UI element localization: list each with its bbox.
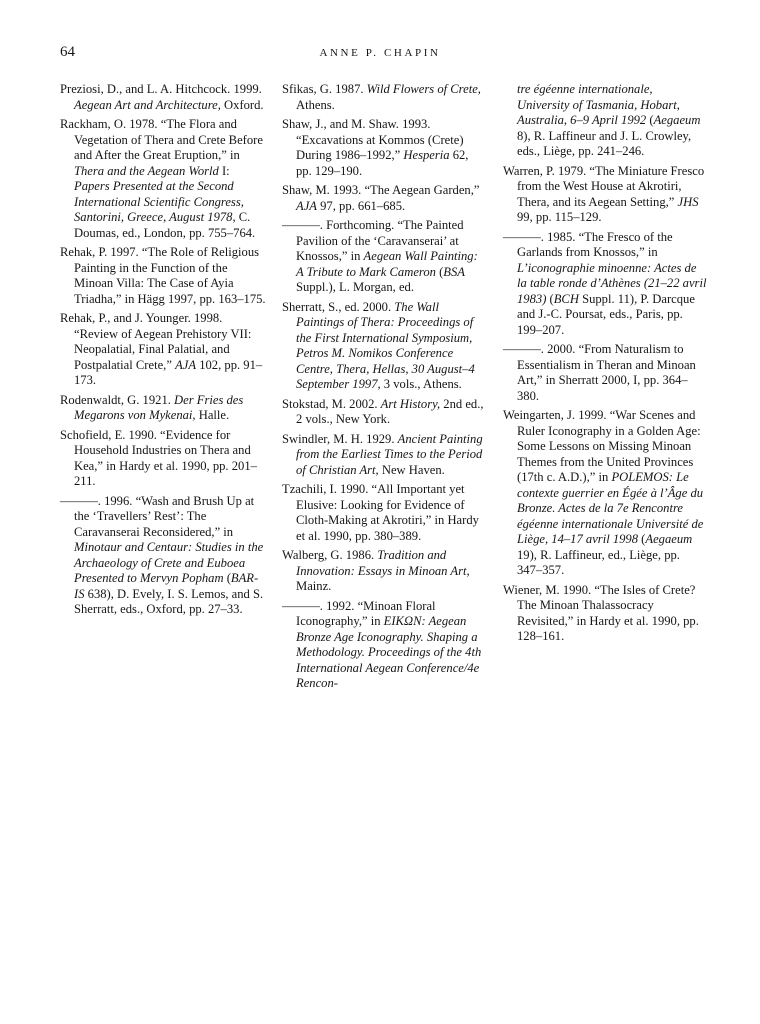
italic-title: AJA [175, 357, 197, 372]
italic-title: BSA [443, 264, 465, 279]
italic-title: tre égéenne internationale, University of Tasmania, Hobart, Australia, 6–9 April 1992 [517, 82, 680, 127]
bibliography-column-3 [503, 82, 708, 649]
text-run: Shaw, J., and M. Shaw. 1993. “Excavations at Kommos (Crete) During 1986–1992,” [282, 117, 464, 162]
bibliography-entry [282, 117, 487, 179]
bibliography-entry [503, 583, 708, 645]
text-run: 19), R. Laffineur, ed., Liège, pp. 347–357. [517, 547, 680, 577]
page-number: 64 [60, 44, 75, 60]
text-run: 62, pp. 129–190. [296, 148, 469, 178]
text-run: ( [638, 532, 646, 546]
text-run: Sherratt, S., ed. 2000. [282, 299, 395, 314]
text-run: C. Doumas, ed., London, pp. 755–764. [74, 210, 256, 240]
bibliography-entry [282, 482, 487, 544]
text-run: Walberg, G. 1986. [282, 548, 378, 562]
text-run: Shaw, M. 1993. “The Aegean Garden,” [282, 183, 480, 197]
bibliography-entry [282, 432, 487, 479]
bibliography-entry [60, 393, 268, 424]
bibliography-entry [503, 408, 708, 579]
italic-title: BAR-IS [74, 571, 259, 601]
text-run: Sfikas, G. 1987. [282, 82, 367, 96]
bibliography-entry [282, 300, 487, 393]
italic-title: Aegean Wall Painting: A Tribute to Mark Cameron [296, 249, 478, 279]
italic-title: Thera and the Aegean World [74, 163, 219, 178]
bibliography-entry [282, 218, 487, 296]
italic-title: Papers Presented at the Second International Scientific Congress, Santorini, Greece, August 1978, [74, 179, 244, 224]
text-run: Suppl.), L. Morgan, ed. [296, 280, 414, 294]
text-run: 99, pp. 115–129. [517, 210, 602, 224]
text-run: 2nd ed., 2 vols., New York. [296, 396, 484, 426]
text-run: Athens. [296, 97, 335, 112]
text-run: ———. 1996. “Wash and Brush Up at the ‘Travellers’ Rest’: The Caravanserai Reconsidered,” in [60, 493, 255, 539]
bibliography-entry [60, 311, 268, 389]
italic-title: L’iconographie minoenne: Actes de la table ronde d’Athènes (21–22 avril 1983) [517, 260, 707, 306]
bibliography-entry [60, 428, 268, 490]
text-run: Stokstad, M. 2002. [282, 396, 381, 411]
text-run: ( [435, 264, 444, 279]
running-head: ANNE P. CHAPIN [319, 47, 441, 59]
text-run: ( [646, 113, 654, 127]
text-run: Rehak, P. 1997. “The Role of Religious Painting in the Function of the Minoan Villa: The Case of Ayia Triadha,” in Hägg 1997, pp. 163–175. [60, 245, 266, 306]
italic-title: The Wall Paintings of Thera: Proceedings of the First International Symposium, Petros M. Nomikos Conference Centre, Thera, Hellas, 30 August–4 September 1997, [296, 299, 475, 391]
bibliography-column-2 [282, 82, 487, 696]
text-run: ———. 1992. “Minoan Floral Iconography,” in [282, 598, 436, 628]
bibliography-entry [282, 599, 487, 692]
text-run: 638), D. Evely, I. S. Lemos, and S. Sherratt, eds., Oxford, pp. 27–33. [74, 586, 264, 616]
bibliography-entry [282, 548, 487, 595]
bibliography-entry [60, 245, 268, 307]
text-run: Swindler, M. H. 1929. [282, 431, 398, 446]
text-run: Preziosi, D., and L. A. Hitchcock. 1999. [60, 82, 262, 96]
bibliography-entry [60, 494, 268, 618]
italic-title: POLEMOS: Le contexte guerrier en Égée à l’Âge du Bronze. Actes de la 7e Rencontre égéenne internationale Université de Liège, 14–17 avril 1998 [517, 470, 704, 546]
text-run: Rodenwaldt, G. 1921. [60, 392, 175, 407]
bibliography-entry [60, 117, 268, 241]
bibliography-entry [282, 397, 487, 428]
text-run: ( [223, 571, 231, 585]
bibliography-entry [503, 230, 708, 339]
text-run: New Haven. [378, 462, 445, 477]
bibliography-entry-continuation [503, 82, 708, 160]
text-run: Mainz. [296, 579, 332, 593]
text-run: I: [218, 163, 230, 178]
italic-title: Aegaeum [645, 532, 693, 546]
bibliography-entry [503, 164, 708, 226]
italic-title: Der Fries des Megarons von Mykenai, [74, 392, 244, 422]
text-run: 102, pp. 91–173. [74, 357, 263, 387]
text-run: Rehak, P., and J. Younger. 1998. “Review of Aegean Prehistory VII: Neopalatial, Final Palatial, and Postpalatial Crete,” [60, 311, 252, 372]
text-run: ———. 2000. “From Naturalism to Essentialism in Theran and Minoan Art,” in Sherratt 2000, I, pp. 364–380. [503, 342, 696, 403]
text-run: Halle. [195, 408, 230, 422]
text-run: Oxford. [220, 97, 264, 112]
bibliography-entry [60, 82, 268, 113]
bibliography-entry [503, 342, 708, 404]
bibliography-entry [282, 82, 487, 113]
text-run: Schofield, E. 1990. “Evidence for Household Industries on Thera and Kea,” in Hardy et al. 1990, pp. 201–211. [60, 427, 257, 488]
text-run: ———. 1985. “The Fresco of the Garlands from Knossos,” in [503, 229, 673, 259]
italic-title: EIKΩN: Aegean Bronze Age Iconography. Shaping a Methodology. Proceedings of the 4th International Aegean Conference/4e Rencon- [296, 614, 482, 690]
italic-title: Hesperia [403, 148, 450, 162]
text-run: Wiener, M. 1990. “The Isles of Crete? The Minoan Thalassocracy Revisited,” in Hardy et al. 1990, pp. 128–161. [503, 582, 699, 643]
bibliography-entry [282, 183, 487, 214]
text-run: 97, pp. 661–685. [316, 198, 406, 213]
text-run: Rackham, O. 1978. “The Flora and Vegetation of Thera and Crete Before and After the Great Eruption,” in [60, 117, 263, 162]
text-run: Tzachili, I. 1990. “All Important yet Elusive: Looking for Evidence of Cloth-Making at Akrotiri,” in Hardy et al. 1990, pp. 380–389. [282, 482, 479, 543]
italic-title: BCH [553, 291, 579, 306]
text-run: 8), R. Laffineur and J. L. Crowley, eds., Liège, pp. 241–246. [517, 128, 692, 158]
text-run: ———. Forthcoming. “The Painted Pavilion of the ‘Caravanserai’ at Knossos,” in [282, 218, 464, 263]
bibliography-column-1 [60, 82, 268, 622]
italic-title: Art History, [380, 396, 441, 411]
italic-title: Tradition and Innovation: Essays in Minoan Art, [296, 548, 470, 578]
italic-title: Minotaur and Centaur: Studies in the Archaeology of Crete and Euboea Presented to Mervyn Popham [74, 540, 264, 585]
italic-title: AJA [296, 198, 317, 213]
italic-title: Aegean Art and Architecture, [74, 97, 221, 112]
italic-title: Aegaeum [653, 113, 701, 127]
text-run: Suppl. 11), P. Darcque and J.-C. Poursat, eds., Paris, pp. 199–207. [517, 291, 695, 337]
italic-title: JHS [677, 194, 699, 209]
text-run: Weingarten, J. 1999. “War Scenes and Ruler Iconography in a Golden Age: Some Lessons on Missing Minoan Themes from the United Provinces (17th c. A.D.),” in [503, 408, 701, 484]
text-run: ( [546, 291, 554, 306]
italic-title: Wild Flowers of Crete, [366, 82, 481, 96]
italic-title: Ancient Painting from the Earliest Times to the Period of Christian Art, [296, 431, 483, 477]
text-run: Warren, P. 1979. “The Miniature Fresco from the West House at Akrotiri, Thera, and its Aegean Setting,” [503, 163, 705, 209]
text-run: 3 vols., Athens. [380, 377, 462, 391]
